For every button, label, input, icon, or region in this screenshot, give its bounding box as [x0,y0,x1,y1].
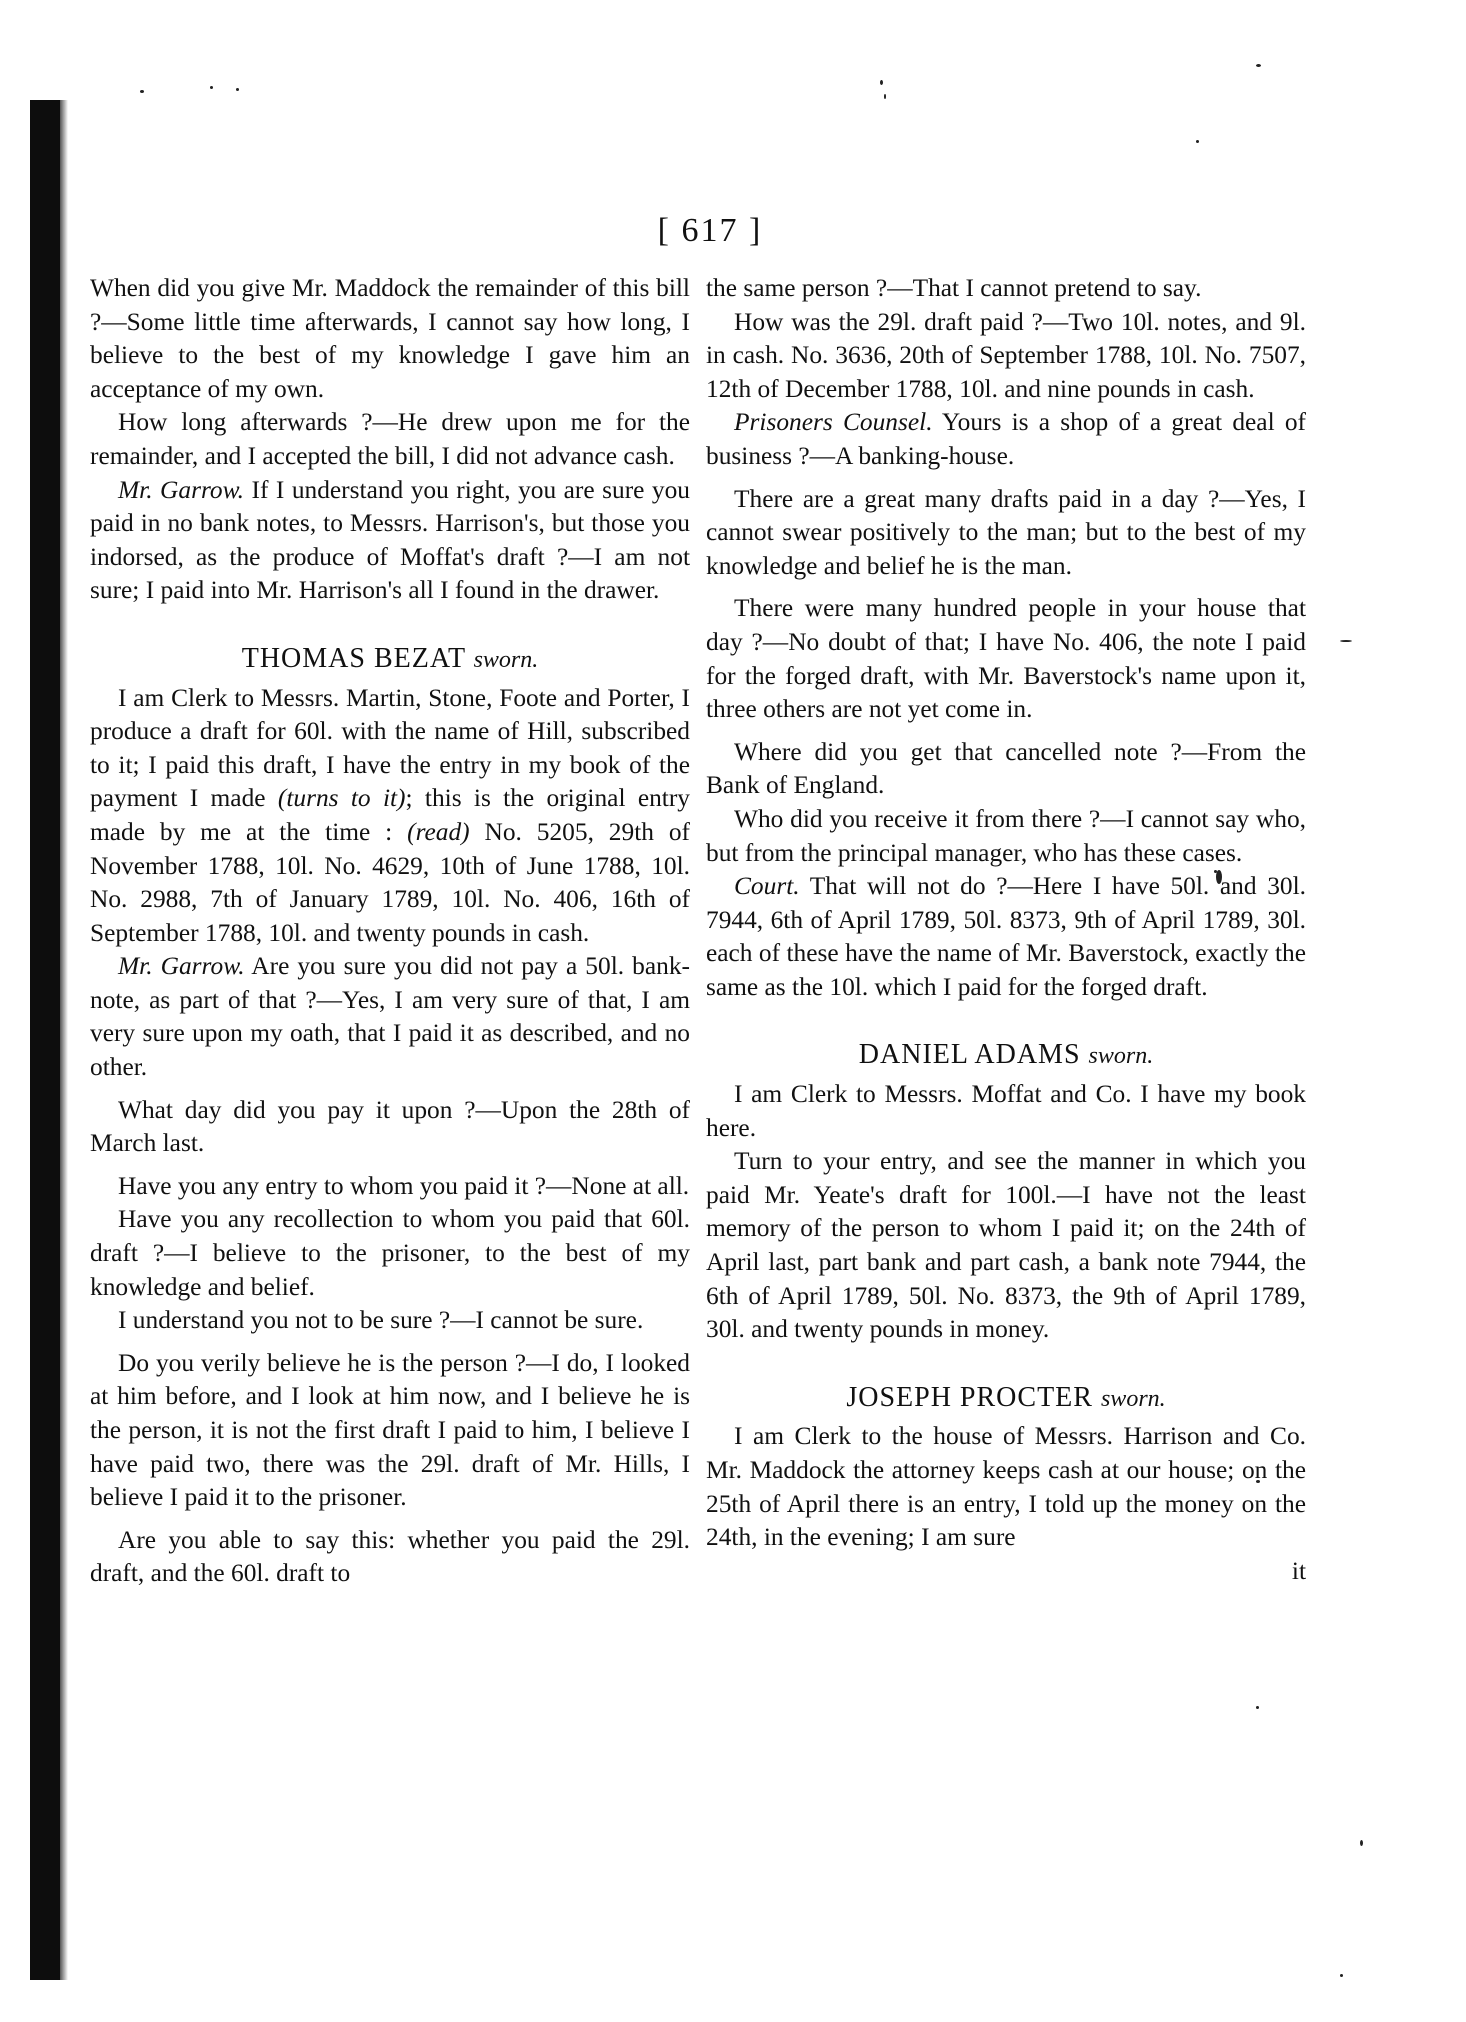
scan-speck [210,86,213,89]
paragraph: Do you verily believe he is the person ?—I do, I looked at him before, and I look at him now, and I believe he is the person, it is not the first draft I paid to him, I believe I have paid two, there was the 29l. draft of Mr. Hills, I believe I paid it to the prisoner. [90,1348,690,1512]
scan-speck [880,80,883,85]
paragraph-text: If I understand you right, you are sure you paid in no bank notes, to Messrs. Harrison's, but those you indorsed, as the produce of Moffat's draft ?—I am not sure; I paid into Mr. Harrison's all I found in the drawer. [90,475,690,605]
paragraph: Where did you get that cancelled note ?—From the Bank of England. [706,737,1306,800]
paragraph-text: ; this is the original entry made by me at the time : [90,784,691,846]
right-column [706,272,1306,1588]
witness-name: DANIEL ADAMS [858,1039,1089,1071]
sworn-label: sworn. [1088,1043,1154,1070]
scan-speck [236,88,239,91]
paragraph: Are you able to say this: whether you paid the 29l. draft, and the 60l. draft to [90,1525,690,1588]
paragraph: Have you any recollection to whom you paid that 60l. draft ?—I believe to the prisoner, to the best of my knowledge and belief. [90,1205,690,1301]
book-spine-shadow [30,100,60,1980]
paragraph: There were many hundred people in your house that day ?—No doubt of that; I have No. 406, the note I paid for the forged draft, with Mr. Baverstock's name upon it, three others are not yet come in. [706,594,1306,724]
paragraph-text: Are you sure you did not pay a 50l. bank-note, as part of that ?—Yes, I am very sure of that, I am very sure upon my oath, that I paid it as described, and no other. [90,952,690,1082]
speaker-name: Prisoners Counsel. [734,408,933,437]
scan-speck [884,94,886,99]
scan-speck [1360,1840,1363,1846]
speaker-name: Court. [734,872,800,901]
scan-speck [1196,140,1199,143]
paragraph: I am Clerk to Messrs. Moffat and Co. I have my book here. [706,1080,1306,1142]
left-column [90,272,690,1591]
paragraph [90,474,690,608]
witness-name: JOSEPH PROCTER [846,1381,1101,1413]
sworn-label: sworn. [473,646,539,673]
paragraph: What day did you pay it upon ?—Upon the 28th of March last. [90,1095,690,1158]
stage-direction: (read) [407,817,470,846]
page-number: [ 617 ] [657,212,763,249]
paragraph-text: Yours is a shop of a great deal of business ?—A banking-house. [706,408,1307,470]
paragraph: How was the 29l. draft paid ?—Two 10l. notes, and 9l. in cash. No. 3636, 20th of September 1788, 10l. No. 7507, 12th of December 1788, 10l. and nine pounds in cash. [706,307,1306,403]
paragraph: There are a great many drafts paid in a day ?—Yes, I cannot swear positively to the man; but to the best of my knowledge and belief he is the man. [706,484,1306,580]
paragraph: the same person ?—That I cannot pretend to say. [706,274,1202,302]
paragraph-text: That will not do ?—Here I have 50l. and 30l. 7944, 6th of April 1789, 50l. 8373, 9th of April 1789, 30l. each of these have the name of Mr. Baverstock, exactly the same as the 10l. which I paid for the forged draft. [706,872,1306,1001]
witness-heading [90,642,690,678]
paragraph-text: I am Clerk to Messrs. Martin, Stone, Foote and Porter, I produce a draft for 60l. with the name of Hill, subscribed to it; I paid this draft, I have the entry in my book of the payment I made [90,683,690,813]
paragraph: Who did you receive it from there ?—I cannot say who, but from the principal manager, who has these cases. [706,804,1306,867]
scan-speck [1340,1974,1343,1977]
paragraph [706,870,1306,1004]
paragraph [90,950,690,1084]
scan-speck [140,90,144,93]
scan-speck [1256,1706,1259,1709]
paragraph [706,406,1306,473]
catchword: it [1291,1556,1306,1585]
speaker-name: Mr. Garrow. [118,952,245,981]
paragraph [90,682,690,951]
witness-heading [706,1381,1306,1417]
scan-speck [1256,64,1261,67]
speaker-name: Mr. Garrow. [118,475,244,504]
witness-heading [706,1038,1306,1074]
stage-direction: (turns to it) [277,784,406,813]
scan-speck [1340,640,1352,642]
paragraph: When did you give Mr. Maddock the remainder of this bill ?—Some little time afterwards, I cannot say how long, I believe to the best of my knowledge I gave him an acceptance of my own. [90,274,690,403]
paragraph-text: No. 5205, 29th of November 1788, 10l. No. 4629, 10th of June 1788, 10l. No. 2988, 7th of January 1789, 10l. No. 406, 16th of September 1788, 10l. and twenty pounds in cash. [90,817,690,947]
paragraph: I am Clerk to the house of Messrs. Harrison and Co. Mr. Maddock the attorney keeps cash at our house; on the 25th of April there is an entry, I told up the money on the 24th, in the evening; I am sure [706,1422,1306,1552]
sworn-label: sworn. [1100,1385,1166,1412]
paragraph: How long afterwards ?—He drew upon me for the remainder, and I accepted the bill, I did not advance cash. [90,408,690,470]
paragraph: I understand you not to be sure ?—I cannot be sure. [118,1306,644,1335]
book-gutter-gradient [60,100,68,1980]
paragraph: Have you any entry to whom you paid it ?—None at all. [118,1171,690,1200]
paragraph: Turn to your entry, and see the manner in which you paid Mr. Yeate's draft for 100l.—I have not the least memory of the person to whom I paid it; on the 24th of April last, part bank and part cash, a bank note 7944, the 6th of April 1789, 50l. No. 8373, the 9th of April 1789, 30l. and twenty pounds in money. [706,1147,1306,1344]
witness-name: THOMAS BEZAT [241,642,474,674]
